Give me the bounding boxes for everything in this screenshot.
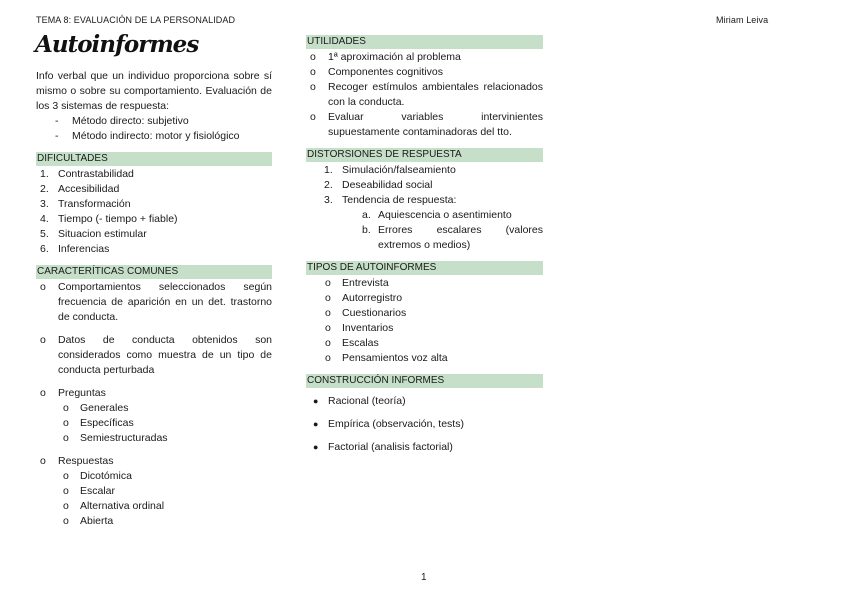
construccion-list: [306, 394, 543, 455]
list-item: o Preguntas o Generales o Específicas o Semiestructuradas: [36, 386, 272, 446]
list-item: ● Factorial (analisis factorial): [313, 441, 453, 453]
list-item: o Entrevista: [325, 277, 389, 289]
list-item: o Específicas: [63, 417, 134, 429]
list-item: o Abierta: [63, 515, 114, 527]
header-author: Miriam Leiva: [716, 15, 769, 25]
list-item: 2. Accesibilidad: [40, 183, 120, 195]
page-title: Autoinformes: [35, 31, 199, 58]
list-item: ● Racional (teoría): [313, 395, 406, 407]
list-item: b. Errores escalares (valores extremos o medios): [362, 224, 543, 251]
section-heading-dificultades: DIFICULTADES: [36, 152, 272, 166]
page-number: 1: [421, 572, 427, 583]
list-item: - Método indirecto: motor y fisiológico: [36, 129, 272, 144]
list-item: o Alternativa ordinal: [63, 500, 165, 512]
list-item: 3. Tendencia de respuesta: a. Aquiescencia o asentimiento b. Errores escalares (valores extremos o medios): [324, 194, 543, 251]
list-item: o Escalas: [325, 337, 379, 349]
list-item: o Semiestructuradas: [63, 432, 168, 444]
left-column: [36, 69, 272, 537]
list-item: o Evaluar variables intervinientes supuestamente contaminadoras del tto.: [310, 111, 543, 138]
section-heading-distorsiones: DISTORSIONES DE RESPUESTA: [306, 148, 543, 162]
list-item: 5. Situacion estimular: [40, 228, 147, 240]
list-item: 2. Deseabilidad social: [324, 179, 433, 191]
middle-column: [306, 35, 543, 463]
intro-paragraph: Info verbal que un individuo proporciona sobre sí mismo o sobre su comportamiento. Evaluación de los 3 sistemas de respuesta:: [36, 70, 272, 112]
distorsiones-list: [306, 163, 543, 253]
preguntas-sublist: [58, 401, 272, 446]
list-item: o 1ª aproximación al problema: [310, 51, 461, 63]
dificultades-list: [36, 167, 272, 257]
list-item: ● Empírica (observación, tests): [313, 418, 464, 430]
list-item: o Pensamientos voz alta: [325, 352, 448, 364]
list-item: o Componentes cognitivos: [310, 66, 443, 78]
list-item: a. Aquiescencia o asentimiento: [362, 209, 512, 221]
tendencia-sublist: [342, 208, 543, 253]
list-item: o Respuestas o Dicotómica o Escalar o Alternativa ordinal o Abierta: [36, 454, 272, 529]
intro-list: [36, 114, 272, 144]
tipos-list: [306, 276, 543, 366]
list-item: o Recoger estímulos ambientales relacionados con la conducta.: [310, 81, 543, 108]
respuestas-sublist: [58, 469, 272, 529]
list-item: o Comportamientos seleccionados según frecuencia de aparición en un det. trastorno de conducta.: [40, 281, 272, 323]
list-item: o Cuestionarios: [325, 307, 407, 319]
list-item: 1. Simulación/falseamiento: [324, 164, 456, 176]
list-item: 6. Inferencias: [40, 243, 110, 255]
list-item: o Autorregistro: [325, 292, 403, 304]
list-item: 1. Contrastabilidad: [40, 168, 134, 180]
section-heading-utilidades: UTILIDADES: [306, 35, 543, 49]
list-item: 4. Tiempo (- tiempo + fiable): [40, 213, 178, 225]
section-heading-caracteristicas: CARACTERÍTICAS COMUNES: [36, 265, 272, 279]
list-item: 3. Transformación: [40, 198, 131, 210]
list-item: o Escalar: [63, 485, 116, 497]
list-item: o Generales: [63, 402, 129, 414]
list-item: - Método directo: subjetivo: [36, 114, 272, 129]
list-item: o Dicotómica: [63, 470, 132, 482]
section-heading-tipos: TIPOS DE AUTOINFORMES: [306, 261, 543, 275]
utilidades-list: [306, 50, 543, 140]
list-item: o Inventarios: [325, 322, 394, 334]
header-topic: TEMA 8: EVALUACIÓN DE LA PERSONALIDAD: [36, 15, 236, 25]
caracteristicas-list: [36, 280, 272, 529]
section-heading-construccion: CONSTRUCCIÓN INFORMES: [306, 374, 543, 388]
list-item: o Datos de conducta obtenidos son considerados como muestra de un tipo de conducta perturbada: [40, 334, 272, 376]
